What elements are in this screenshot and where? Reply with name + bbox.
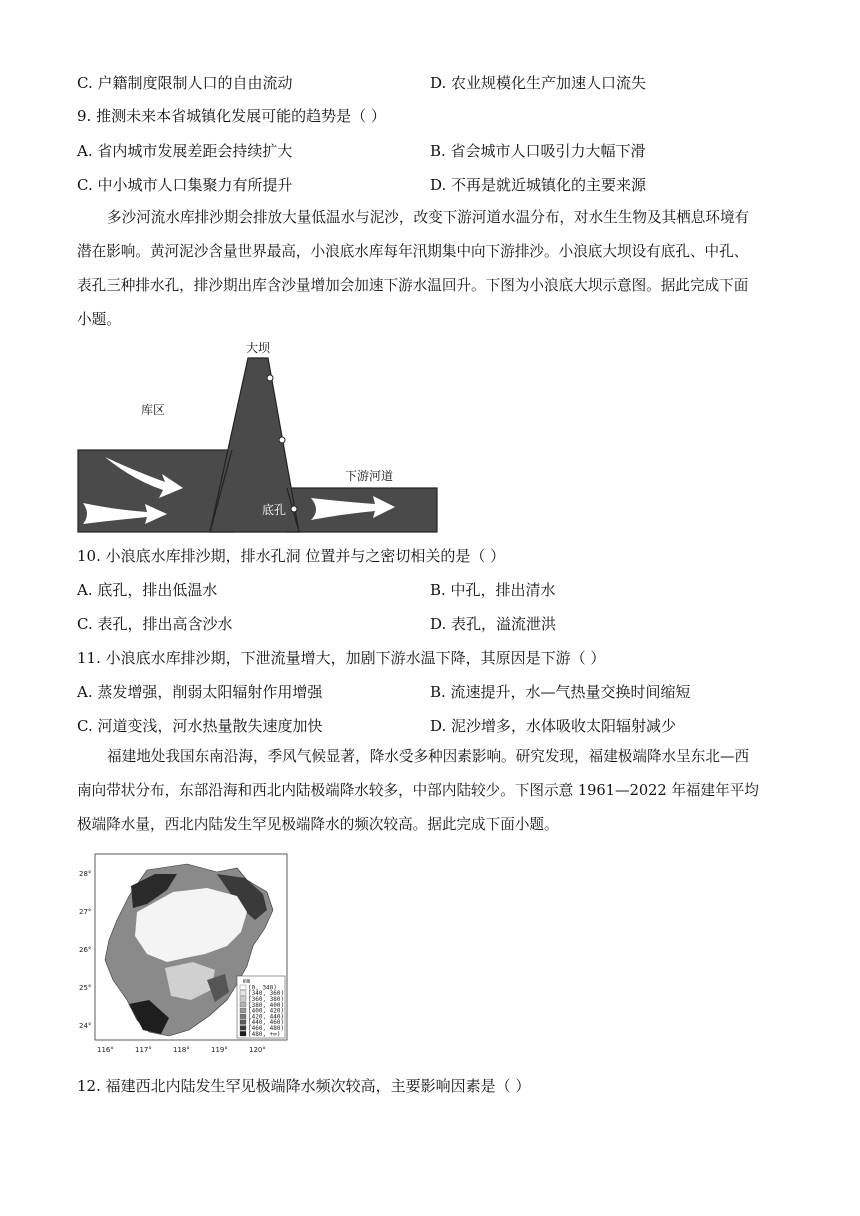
legend-label: [340, 360) [248,990,285,998]
passage1-line1: 多沙河流水库排沙期会排放大量低温水与泥沙，改变下游河道水温分布，对水生生物及其栖息环境有 [107,209,750,226]
legend-label: [460, 480) [248,1025,285,1032]
q9-stem: 9. 推测未来本省城镇化发展可能的趋势是（ ） [77,107,386,125]
q11-option-b: B. 流速提升，水—气热量交换时间缩短 [430,683,691,701]
middle-hole-marker [279,437,285,443]
q8-option-d: D. 农业规模化生产加速人口流失 [430,74,647,92]
passage-xiaolangdi [77,201,783,337]
legend-label: (0, 340) [248,984,277,992]
bottom-hole-marker [291,506,297,512]
dam-diagram [77,340,439,534]
legend-swatch [240,1008,246,1013]
q9-option-b: B. 省会城市人口吸引力大幅下滑 [430,142,646,160]
passage1-line3: 表孔三种排水孔，排沙期出库含沙量增加会加速下游水温回升。下图为小浪底大坝示意图。据此完成下面 [77,277,749,294]
q9-option-c: C. 中小城市人口集聚力有所提升 [77,176,293,194]
map-legend [237,976,285,1038]
q11-option-a: A. 蒸发增强，削弱太阳辐射作用增强 [77,683,323,701]
fujian-precipitation-map [77,850,292,1060]
q10-option-b: B. 中孔，排出清水 [430,581,556,599]
q10-stem: 10. 小浪底水库排沙期，排水孔洞 位置并与之密切相关的是（ ） [77,547,506,565]
lat-label-28: 28° [79,870,92,878]
legend-swatch [240,1020,246,1025]
passage-fujian [77,740,783,842]
lat-label-27: 27° [79,908,92,916]
q10-option-c: C. 表孔，排出高含沙水 [77,615,233,633]
q9-option-a: A. 省内城市发展差距会持续扩大 [77,142,293,160]
lat-label-26: 26° [79,946,92,954]
legend-label: [400, 420) [248,1007,285,1015]
legend-swatch [240,985,246,990]
q10-option-a: A. 底孔，排出低温水 [77,581,218,599]
reservoir-label: 库区 [141,403,166,417]
legend-swatch [240,1031,246,1036]
lon-label-117: 117° [135,1046,152,1054]
q8-option-c: C. 户籍制度限制人口的自由流动 [77,74,293,92]
q9-option-d: D. 不再是就近城镇化的主要来源 [430,176,647,194]
dam-label: 大坝 [246,341,271,355]
lat-label-24: 24° [79,1022,92,1030]
passage2-line3: 极端降水量，西北内陆发生罕见极端降水的频次较高。据此完成下面小题。 [77,816,559,833]
middle-hole-label: 中孔 [288,433,313,447]
lat-label-25: 25° [79,984,92,992]
legend-swatch [240,1014,246,1019]
passage1-line2: 潜在影响。黄河泥沙含量世界最高，小浪底水库每年汛期集中向下游排沙。小浪底大坝设有底孔、中孔、 [77,243,749,260]
legend-label: [420, 440) [248,1013,285,1021]
surface-hole-label: 表孔 [276,371,301,385]
q11-option-c: C. 河道变浅，河水热量散失速度加快 [77,717,323,735]
surface-hole-marker [267,375,273,381]
legend-swatch [240,1026,246,1031]
legend-swatch [240,1002,246,1007]
passage2-line1: 福建地处我国东南沿海，季风气候显著，降水受多种因素影响。研究发现，福建极端降水呈东北—西 [107,748,750,765]
q11-option-d: D. 泥沙增多，水体吸收太阳辐射减少 [430,717,677,735]
downstream-label: 下游河道 [345,469,394,483]
legend-unit: mm [243,978,251,985]
legend-label: [440, 460) [248,1019,285,1027]
lon-label-120: 120° [249,1046,266,1054]
passage1-line4: 小题。 [77,311,121,328]
legend-label: [360, 380) [248,996,285,1003]
q12-stem: 12. 福建西北内陆发生罕见极端降水频次较高，主要影响因素是（ ） [77,1077,531,1095]
lon-label-116: 116° [97,1046,114,1054]
legend-swatch [240,991,246,996]
lon-label-118: 118° [173,1046,190,1054]
legend-label: [480, +∞) [248,1030,281,1038]
bottom-hole-label: 底孔 [262,503,287,517]
q10-option-d: D. 表孔，溢流泄洪 [430,615,557,633]
passage2-line2: 南向带状分布，东部沿海和西北内陆极端降水较多，中部内陆较少。下图示意 1961—2022 年福建年平均 [77,782,759,799]
lon-label-119: 119° [211,1046,228,1054]
legend-swatch [240,997,246,1002]
legend-label: [380, 400) [248,1001,285,1009]
q11-stem: 11. 小浪底水库排沙期，下泄流量增大，加剧下游水温下降，其原因是下游（ ） [77,649,606,667]
